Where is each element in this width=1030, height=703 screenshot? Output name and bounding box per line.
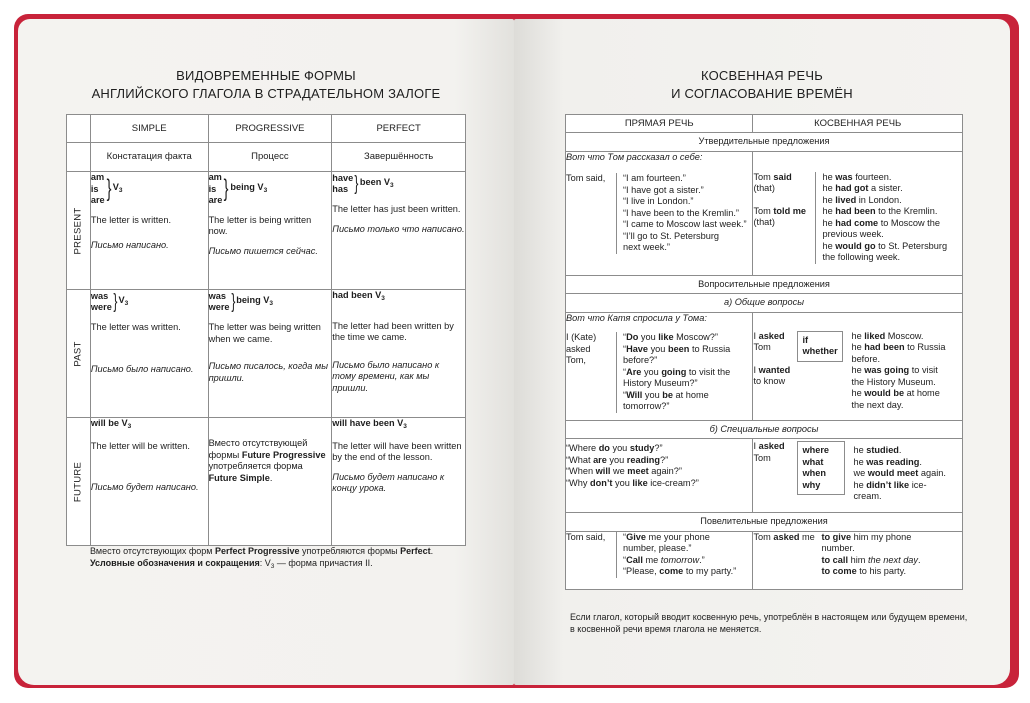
affirm-indirect: Tom said (that) Tom told me (that) he was fourteen. he had got a sister. he lived in London. he had been to the Kremlin. he had come to Moscow the previous week. he would go to St. Petersburg the following week. <box>753 151 963 275</box>
general-indirect: I asked Tom I wanted to know if whether he liked Moscow. he had been to Russia before. he was going to visit the History Museum. he would be at home the next day. <box>753 312 963 420</box>
brace: } <box>230 291 235 313</box>
present-progressive-cell: am is are } being $V_3$ The letter is being written now. Письмо пишется сейчас. <box>208 172 332 290</box>
sub-perfect: Завершённость <box>332 143 466 172</box>
present-perfect-cell: have has } been $V_3$ The letter has just been written. Письмо только что написано. <box>332 172 466 290</box>
past-perfect-cell: had been $V_3$ The letter had been written by the time we came. Письмо было написано к тому времени, как мы пришли. <box>332 290 466 418</box>
row-label-present: PRESENT <box>67 172 91 290</box>
col-progressive: PROGRESSIVE <box>208 115 332 143</box>
left-page-title: ВИДОВРЕМЕННЫЕ ФОРМЫ АНГЛИЙСКОГО ГЛАГОЛА В СТРАДАТЕЛЬНОМ ЗАЛОГЕ <box>91 68 441 101</box>
wh-words-box: where what when why <box>797 441 845 495</box>
brace: } <box>113 291 118 313</box>
row-label-past: PAST <box>67 290 91 418</box>
section-questions: Вопросительные предложения <box>566 275 963 294</box>
general-direct: Вот что Катя спросила у Тома: I (Kate) asked Tom, “Do you like Moscow?” “Have you been to Russia before?” “Are you going to visit the History Museum?” “Will you be at home tomorrow?” <box>566 312 753 420</box>
imperative-direct: Tom said, “Give me your phone number, please.” “Call me tomorrow.” “Please, come to my party.” <box>566 531 753 589</box>
passive-voice-table <box>66 114 466 546</box>
right-footnote: Если глагол, который вводит косвенную речь, употреблён в настоящем или будущем времени, в косвенной речи время глагола не меняется. <box>570 612 968 634</box>
sub-simple: Констатация факта <box>90 143 208 172</box>
row-label-future: FUTURE <box>67 418 91 546</box>
corner-cell <box>67 115 91 143</box>
imperative-indirect: Tom asked me to give him my phone number. to call him the next day. to come to his party. <box>753 531 963 589</box>
left-page <box>18 19 514 685</box>
indirect-speech-table <box>565 114 963 590</box>
col-simple: SIMPLE <box>90 115 208 143</box>
section-affirmative: Утвердительные предложения <box>566 133 963 152</box>
section-general-questions: а) Общие вопросы <box>566 294 963 313</box>
future-simple-cell: will be $V_3$ The letter will be written. Письмо будет написано. <box>90 418 208 546</box>
section-special-questions: б) Специальные вопросы <box>566 420 963 439</box>
if-whether-box: if whether <box>797 331 843 362</box>
present-simple-cell: am is are } $V_3$ The letter is written. Письмо написано. <box>90 172 208 290</box>
affirm-direct: Вот что Том рассказал о себе: Tom said, “I am fourteen.” “I have got a sister.” “I live in London.” “I have been to the Kremlin.” “I came to Moscow last week.” “I’ll go to St. Petersburg next week.” <box>566 151 753 275</box>
past-progressive-cell: was were } being $V_3$ The letter was being written when we came. Письмо писалось, когда мы пришли. <box>208 290 332 418</box>
col-direct-speech: ПРЯМАЯ РЕЧЬ <box>566 115 753 133</box>
right-page-title: КОСВЕННАЯ РЕЧЬ И СОГЛАСОВАНИЕ ВРЕМЁН <box>671 68 853 101</box>
section-imperative: Повелительные предложения <box>566 513 963 532</box>
special-indirect: I asked Tom where what when why he studied. he was reading. we would meet again. he didn’t like ice- cream. <box>753 439 963 513</box>
special-direct: “Where do you study?” “What are you reading?” “When will we meet again?” “Why don’t you like ice-cream?” <box>566 439 753 513</box>
brace: } <box>106 175 112 203</box>
brace: } <box>223 175 229 203</box>
sub-progressive: Процесс <box>208 143 332 172</box>
left-footnote: Вместо отсутствующих форм Perfect Progressive употребляются формы Perfect. Условные обозначения и сокращения: $V_3$ — форма причастия II. <box>90 546 434 570</box>
col-indirect-speech: КОСВЕННАЯ РЕЧЬ <box>753 115 963 133</box>
future-progressive-cell: Вместо отсутствующей формы Future Progressive употребляется форма Future Simple. <box>208 418 332 546</box>
col-perfect: PERFECT <box>332 115 466 143</box>
brace: } <box>354 173 359 195</box>
future-perfect-cell: will have been $V_3$ The letter will have been written by the end of the lesson. Письмо будет написано к концу урока. <box>332 418 466 546</box>
past-simple-cell: was were } $V_3$ The letter was written. Письмо было написано. <box>90 290 208 418</box>
corner-cell <box>67 143 91 172</box>
right-page <box>514 19 1010 685</box>
